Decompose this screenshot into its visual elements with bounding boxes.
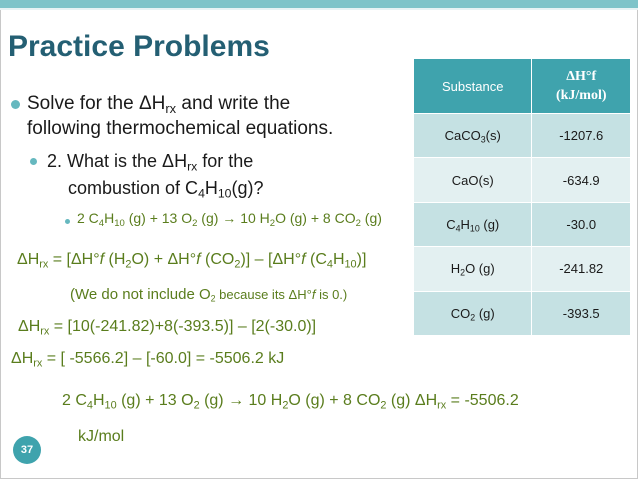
substance-cell: $H_2O$ (g)	[414, 247, 532, 291]
top-accent-bar	[0, 0, 638, 8]
calculation-step-2: $\Delta H_{rx}$ = [ -5566.2] – [-60.0] = -5506.2 kJ	[11, 350, 285, 370]
table-row	[414, 202, 631, 246]
page-number-badge: 37	[13, 436, 41, 464]
substance-cell: $CO_2$ (g)	[414, 291, 532, 335]
bullet-dot	[65, 219, 70, 224]
delta-h-formula: $\Delta H_{rx} = [\Delta H^\circ f$ $(H_2O) + \Delta H^\circ f$ $(CO_2)] - [\Delta H^\circ f$ $(C_4H_{10})$]	[17, 251, 367, 271]
value-cell: -634.9	[532, 158, 631, 202]
bullet-2-line-2: combustion of $C_4H_{10}(g)$?	[68, 178, 264, 201]
substance-cell: CaCO$_3$(s)	[414, 114, 532, 158]
bullet-dot	[30, 158, 37, 165]
bullet-1-line-2: following thermochemical equations.	[27, 118, 334, 139]
value-cell: -393.5	[532, 291, 631, 335]
final-equation-unit: kJ/mol	[78, 428, 125, 445]
value-cell: -1207.6	[532, 114, 631, 158]
header-substance: Substance	[414, 59, 532, 114]
bullet-2-line-1: 2. What is the $\Delta H_{rx}$ for the	[47, 151, 254, 174]
table-header-row	[414, 59, 631, 114]
table-row	[414, 291, 631, 335]
value-cell: -241.82	[532, 247, 631, 291]
header-delta-h	[532, 59, 631, 114]
table-row	[414, 158, 631, 202]
calculation-step-1: $\Delta H_{rx} = [10(-241.82)+8(-393.5)] - [2(-30.0)]$	[18, 318, 317, 338]
substance-cell: CaO(s)	[414, 158, 532, 202]
value-cell: -30.0	[532, 202, 631, 246]
final-equation: 2 $C_4H_{10}$ (g) + 13 $O_2$ (g) → 10 $H_2O$ (g) + 8 $CO_2$ (g) $\Delta H_{rx} = -5506.2$	[62, 392, 519, 412]
bullet-dot	[11, 100, 20, 109]
reaction-equation: 2 $C_4H_{10}$ (g) + 13 $O_2$ (g) → 10 $H_2O$ (g) + 8 $CO_2$ (g)	[77, 210, 382, 229]
header-delta-h-unit: (kJ/mol)	[555, 88, 607, 103]
slide-title: Practice Problems	[8, 30, 270, 63]
table-row	[414, 114, 631, 158]
top-accent-line	[0, 8, 638, 10]
oxygen-note: (We do not include $O_2$ because its ΔH°f is 0.)	[70, 286, 348, 304]
substance-cell: $C_4H_{10}$ (g)	[414, 202, 532, 246]
header-delta-h-symbol: ΔH°f	[566, 69, 597, 84]
table-row	[414, 247, 631, 291]
bullet-1-line-1: Solve for the $\Delta H_{rx}$ and write the	[27, 93, 291, 116]
enthalpy-table	[413, 58, 631, 336]
